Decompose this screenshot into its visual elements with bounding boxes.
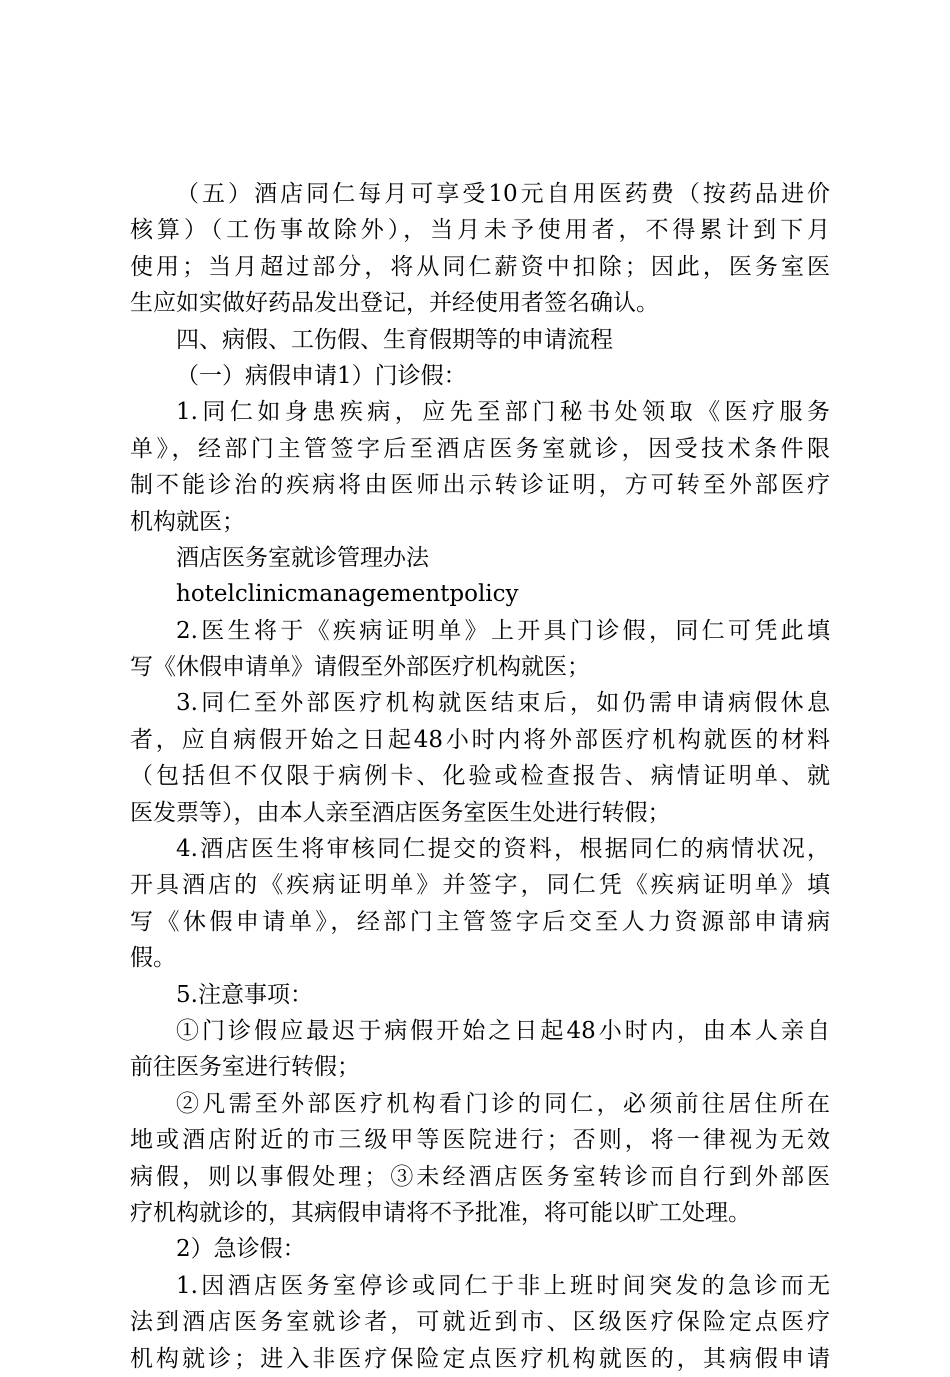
text-line: 生应如实做好药品发出登记，并经使用者签名确认。 bbox=[130, 290, 659, 317]
text-line: 3.同仁至外部医疗机构就医结束后，如仍需申请病假休息 bbox=[176, 690, 830, 717]
text-line: 写《休假申请单》，经部门主管签字后交至人力资源部申请病 bbox=[130, 908, 830, 935]
text-line: 疗机构就诊的，其病假申请将不予批准，将可能以旷工处理。 bbox=[130, 1199, 751, 1226]
text-line: 使用；当月超过部分，将从同仁薪资中扣除；因此，医务室医 bbox=[130, 253, 830, 280]
text-line: 制不能诊治的疾病将由医师出示转诊证明，方可转至外部医疗 bbox=[130, 472, 830, 499]
text-line: 2.医生将于《疾病证明单》上开具门诊假，同仁可凭此填 bbox=[176, 617, 830, 644]
text-line: ②凡需至外部医疗机构看门诊的同仁，必须前往居住所在 bbox=[176, 1090, 830, 1117]
text-line: 医发票等），由本人亲至酒店医务室医生处进行转假； bbox=[130, 799, 671, 826]
text-line: 地或酒店附近的市三级甲等医院进行；否则，将一律视为无效 bbox=[130, 1127, 830, 1154]
text-line: 机构就诊；进入非医疗保险定点医疗机构就医的，其病假申请 bbox=[130, 1345, 830, 1372]
text-line: 单》，经部门主管签字后至酒店医务室就诊，因受技术条件限 bbox=[130, 435, 830, 462]
text-line: 4.酒店医生将审核同仁提交的资料，根据同仁的病情状况， bbox=[176, 836, 830, 863]
text-line: 5.注意事项： bbox=[176, 981, 313, 1008]
text-line: ①门诊假应最迟于病假开始之日起48小时内，由本人亲自 bbox=[176, 1017, 830, 1044]
text-line: 1.因酒店医务室停诊或同仁于非上班时间突发的急诊而无 bbox=[176, 1272, 830, 1299]
text-line: 法到酒店医务室就诊者，可就近到市、区级医疗保险定点医疗 bbox=[130, 1309, 830, 1336]
text-line: （一）病假申请1）门诊假： bbox=[176, 362, 467, 389]
text-line: （包括但不仅限于病例卡、化验或检查报告、病情证明单、就 bbox=[130, 763, 830, 790]
text-line: 前往医务室进行转假； bbox=[130, 1054, 360, 1081]
text-line: 1.同仁如身患疾病，应先至部门秘书处领取《医疗服务 bbox=[176, 399, 830, 426]
text-line: 者，应自病假开始之日起48小时内将外部医疗机构就医的材料 bbox=[130, 726, 830, 753]
document-body bbox=[130, 176, 830, 1377]
text-line: 假。 bbox=[130, 945, 176, 972]
text-line: 机构就医； bbox=[130, 508, 245, 535]
text-line: 病假，则以事假处理；③未经酒店医务室转诊而自行到外部医 bbox=[130, 1163, 830, 1190]
text-line: 核算）（工伤事故除外），当月未予使用者，不得累计到下月 bbox=[130, 217, 830, 244]
text-line: 写《休假申请单》请假至外部医疗机构就医； bbox=[130, 654, 590, 681]
text-line: hotelclinicmanagementpolicy bbox=[176, 581, 519, 608]
text-line: 酒店医务室就诊管理办法 bbox=[176, 544, 429, 571]
text-line: （五）酒店同仁每月可享受10元自用医药费（按药品进价 bbox=[176, 181, 830, 207]
text-line: 2）急诊假： bbox=[176, 1236, 306, 1263]
text-line: 四、病假、工伤假、生育假期等的申请流程 bbox=[176, 326, 613, 353]
text-line: 开具酒店的《疾病证明单》并签字，同仁凭《疾病证明单》填 bbox=[130, 872, 830, 899]
